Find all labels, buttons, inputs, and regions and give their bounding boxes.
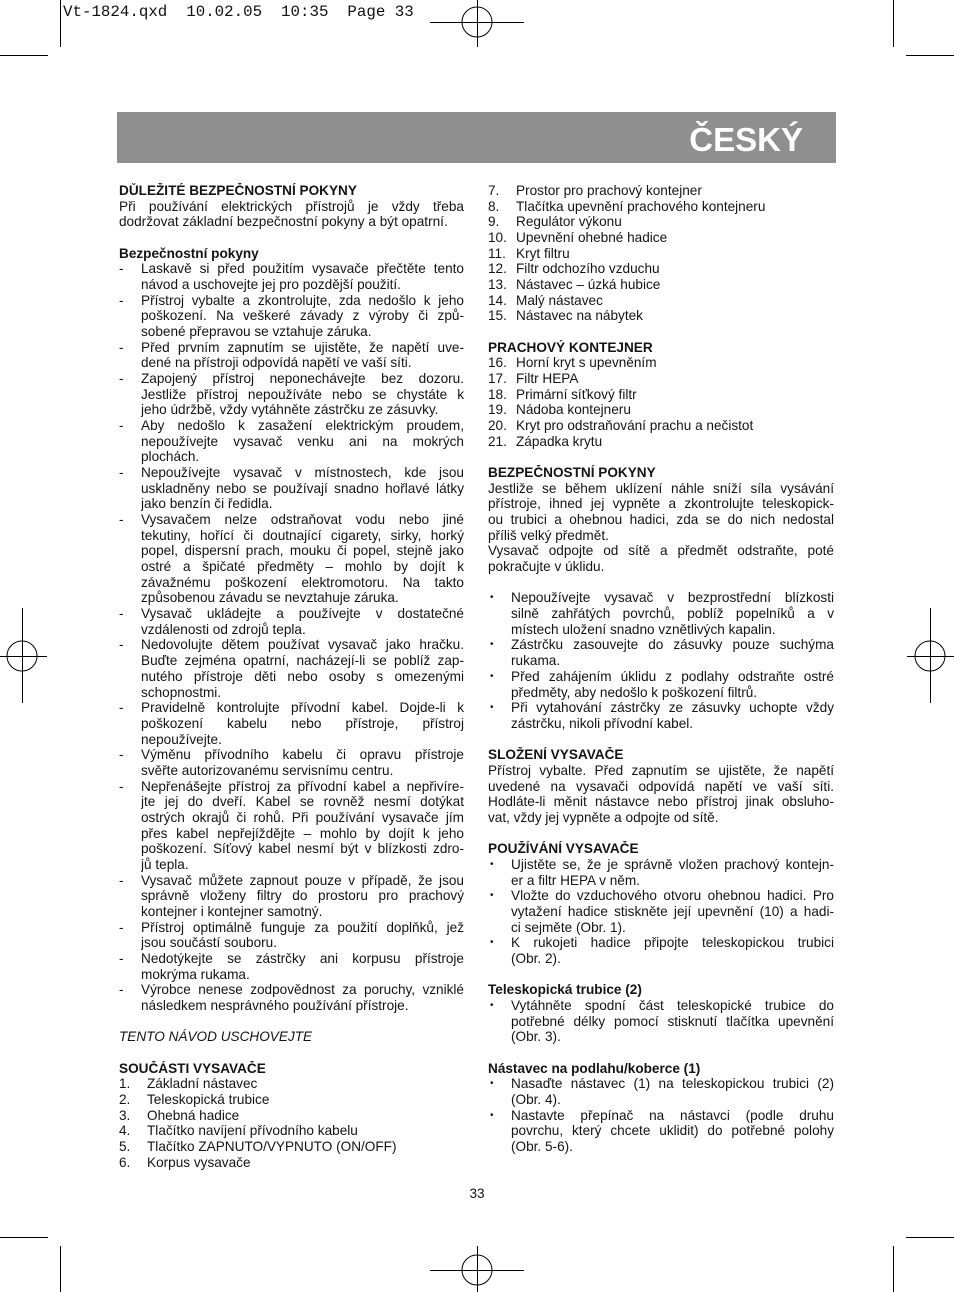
paragraph-line: Při používání elektrických přístrojů je vždy třeba <box>119 198 464 214</box>
list-item-line: Tlačítka upevnění prachového kontejneru <box>516 198 766 214</box>
list-item <box>488 935 834 966</box>
list-item-line: povrchu, který chcete uklidit) do potřebné polohy <box>511 1123 834 1139</box>
list-item-text <box>516 418 834 434</box>
list-item-line: Upevnění ohebné hadice <box>516 230 668 246</box>
list-item <box>119 920 464 951</box>
list-item-text <box>141 293 464 340</box>
list-item-text <box>141 418 464 465</box>
numbered-list <box>488 183 834 324</box>
list-item-text <box>511 1076 834 1107</box>
list-item-text <box>511 998 834 1045</box>
list-item <box>488 637 834 668</box>
list-item <box>119 418 464 465</box>
list-item-line: Korpus vysavače <box>147 1154 251 1170</box>
list-item <box>119 1092 464 1108</box>
list-item <box>119 261 464 292</box>
blank-line <box>488 732 834 748</box>
list-item <box>488 434 834 450</box>
list-number: 20. <box>488 418 507 434</box>
section-heading: BEZPEČNOSTNÍ POKYNY <box>488 465 656 481</box>
list-item <box>488 669 834 700</box>
left-text-column <box>119 183 464 1170</box>
list-item-line: Výrobce nenese zodpovědnost za poruchy, vzniklé <box>141 982 464 998</box>
list-item-line: Základní nástavec <box>147 1076 258 1092</box>
list-item-text <box>516 402 834 418</box>
section-heading: Bezpečnostní pokyny <box>119 245 259 261</box>
list-item <box>488 700 834 731</box>
list-item-line: Jestliže přístroj nepoužíváte nebo se chystáte k <box>141 386 464 402</box>
list-item-line: Při vytahování zástrčky ze zásuvky uchopte vždy <box>511 700 834 716</box>
section-heading: Teleskopická trubice (2) <box>488 982 642 998</box>
list-item <box>488 418 834 434</box>
bullet-marker: • <box>490 702 494 714</box>
list-item-line: Nedotýkejte se zástrčky ani korpusu přístroje <box>141 950 464 966</box>
list-item <box>119 340 464 371</box>
list-item-line: dené na přístroji odpovídá napětí ve vaší síti. <box>141 355 412 371</box>
list-item-line: (Obr. 5-6). <box>511 1138 573 1154</box>
list-number: 19. <box>488 402 507 418</box>
list-item <box>488 1076 834 1107</box>
list-item-line: plochách. <box>141 449 200 465</box>
list-item <box>488 261 834 277</box>
section-heading: SOUČÁSTI VYSAVAČE <box>119 1060 266 1076</box>
dash-marker: - <box>119 778 124 794</box>
list-item-text <box>141 261 464 292</box>
list-item-text <box>516 355 834 371</box>
list-item-line: Výměnu přívodního kabelu či opravu přístroje <box>141 747 464 763</box>
numbered-list <box>119 1076 464 1170</box>
list-item <box>488 402 834 418</box>
list-item-text <box>516 308 834 324</box>
dash-marker: - <box>119 700 124 716</box>
blank-line <box>119 1014 464 1030</box>
list-item-line: uskladněny nebo se používají snadno hořlavé látky <box>141 480 464 496</box>
list-item <box>119 873 464 920</box>
list-item <box>119 293 464 340</box>
list-item-text <box>141 700 464 747</box>
list-item-line: Nedovolujte dětem používat vysavač jako hračku. <box>141 637 464 653</box>
list-item-text <box>141 512 464 606</box>
list-item <box>488 371 834 387</box>
list-item <box>488 387 834 403</box>
list-item-line: Nepřenášejte přístroj za přívodní kabel a nepřivíre- <box>141 778 464 794</box>
list-item-line: Před zahájením úklidu z podlahy odstraňte ostré <box>511 668 834 684</box>
paragraph-line: Hodláte-li měnit nástavce nebo přístroj jinak obsluho- <box>488 794 834 810</box>
list-item-line: mokrýma rukama. <box>141 966 250 982</box>
list-item-text <box>516 199 834 215</box>
bullet-list <box>488 857 834 967</box>
bullet-marker: • <box>490 639 494 651</box>
paragraph-line: dodržovat základní bezpečnostní pokyny a být opatrní. <box>119 214 448 230</box>
list-item-line: kontejner i kontejner samotný. <box>141 903 323 919</box>
list-item-text <box>516 246 834 262</box>
bullet-marker: • <box>490 890 494 902</box>
list-item-line: ostré a špičaté předměty – mohlo by dojít k <box>141 559 464 575</box>
list-item-line: Vysavačem nelze odstraňovat vodu nebo jiné <box>141 512 464 528</box>
list-item-line: Primární síťkový filtr <box>516 386 637 402</box>
bullet-marker: • <box>490 670 494 682</box>
list-item-line: Nepoužívejte vysavač v bezprostřední blízkosti <box>511 590 834 606</box>
list-item-line: Kryt pro odstraňování prachu a nečistot <box>516 418 754 434</box>
dash-list <box>119 261 464 1013</box>
list-item-line: Tlačítko navíjení přívodního kabelu <box>147 1123 358 1139</box>
list-item <box>488 214 834 230</box>
numbered-list <box>488 355 834 449</box>
paragraph-line: uvedené na vysavači odpovídá napětí ve vaší síti. <box>488 778 834 794</box>
paragraph-line: vat, vždy jej vypněte a odpojte od sítě. <box>488 809 719 825</box>
list-item-line: poškození. Na veškeré závady z výroby či způ- <box>141 308 464 324</box>
dash-marker: - <box>119 465 124 481</box>
list-item <box>119 606 464 637</box>
list-number: 2. <box>119 1091 131 1107</box>
list-item-line: (Obr. 2). <box>511 950 561 966</box>
list-item-line: jsou součástí souboru. <box>141 935 278 951</box>
list-item <box>488 293 834 309</box>
blank-line <box>488 826 834 842</box>
list-item-line: následkem nesprávného používání přístroje. <box>141 997 409 1013</box>
list-item <box>119 1108 464 1124</box>
dash-marker: - <box>119 339 124 355</box>
paragraph-line: Jestliže se během uklízení náhle sníží síla vysávání <box>488 480 834 496</box>
list-item-line: poškození. Síťový kabel nesmí být v blízkosti zdro- <box>141 841 464 857</box>
list-item-line: jte jej do dveří. Kabel se rovněž nesmí dotýkat <box>141 794 464 810</box>
list-item <box>119 371 464 418</box>
registration-mark-top <box>430 0 524 47</box>
list-item-line: Zástrčku zasouvejte do zásuvky pouze suchýma <box>511 637 834 653</box>
list-number: 1. <box>119 1076 131 1092</box>
blank-line <box>119 1045 464 1061</box>
list-number: 14. <box>488 292 507 308</box>
list-number: 8. <box>488 198 500 214</box>
list-item <box>488 857 834 888</box>
list-item <box>119 1155 464 1171</box>
list-item-line: (Obr. 4). <box>511 1091 561 1107</box>
section-heading: Nástavec na podlahu/koberce (1) <box>488 1060 701 1076</box>
list-item-line: Kryt filtru <box>516 245 570 261</box>
crop-mark-top-left <box>0 0 61 56</box>
language-banner <box>117 112 836 163</box>
bullet-marker: • <box>490 999 494 1011</box>
list-number: 17. <box>488 371 507 387</box>
list-item-line: er a filtr HEPA v něm. <box>511 872 640 888</box>
list-item-line: místech uložení snadno vznětlivých kapalin. <box>511 621 776 637</box>
note-text: TENTO NÁVOD USCHOVEJTE <box>119 1029 313 1045</box>
list-item <box>488 998 834 1045</box>
dash-marker: - <box>119 950 124 966</box>
paragraph-line: ou trubici a ohebnou hadici, zda se do nich nedostal <box>488 512 834 528</box>
list-item-text <box>141 951 464 982</box>
list-item-line: Prostor pro prachový kontejner <box>516 183 702 198</box>
list-item-line: Nastavte přepínač na nástavci (podle druhu <box>511 1107 834 1123</box>
paragraph-line: přístroje, ihned jej vypněte a zkontrolujte teleskopick- <box>488 496 834 512</box>
paragraph <box>488 481 834 544</box>
list-number: 4. <box>119 1123 131 1139</box>
list-item-line: Nepoužívejte vysavač v místnostech, kde jsou <box>141 465 464 481</box>
list-item-text <box>516 183 834 199</box>
list-item <box>488 199 834 215</box>
section-heading: POUŽÍVÁNÍ VYSAVAČE <box>488 841 639 857</box>
list-item-line: Zapojený přístroj neponechávejte bez dozoru. <box>141 371 464 387</box>
list-item <box>119 747 464 778</box>
list-item-text <box>511 888 834 935</box>
dash-marker: - <box>119 512 124 528</box>
list-item-text <box>516 261 834 277</box>
list-item-line: Horní kryt s upevněním <box>516 355 657 371</box>
list-item-line: Přístroj optimálně funguje za použití doplňků, jež <box>141 919 464 935</box>
list-item-text <box>147 1108 464 1124</box>
paragraph-line: Přístroj vybalte. Před zapnutím se ujistěte, že napětí <box>488 762 834 778</box>
list-number: 9. <box>488 214 500 230</box>
list-item-text <box>511 669 834 700</box>
paragraph <box>488 543 834 574</box>
list-item-line: poškození kabelu nebo přístroje, přístroj <box>141 715 464 731</box>
list-number: 5. <box>119 1138 131 1154</box>
list-item-text <box>141 637 464 700</box>
list-item <box>119 512 464 606</box>
blank-line <box>488 967 834 983</box>
list-item-text <box>516 371 834 387</box>
dash-marker: - <box>119 872 124 888</box>
list-item-line: svěřte autorizovanému servisnímu centru. <box>141 762 394 778</box>
list-item-line: Vysavač ukládejte a používejte v dostatečné <box>141 606 464 622</box>
list-item <box>488 183 834 199</box>
list-number: 16. <box>488 355 507 371</box>
list-item <box>488 590 834 637</box>
section-heading: SLOŽENÍ VYSAVAČE <box>488 747 624 763</box>
list-item <box>488 1108 834 1155</box>
list-item-line: Nádoba kontejneru <box>516 402 631 418</box>
list-item-line: Pravidelně kontrolujte přívodní kabel. Dojde-li k <box>141 700 464 716</box>
list-item-text <box>141 982 464 1013</box>
bullet-marker: • <box>490 592 494 604</box>
list-item-line: Tlačítko ZAPNUTO/VYPNUTO (ON/OFF) <box>147 1138 397 1154</box>
page-number: 33 <box>469 1186 485 1201</box>
blank-line <box>488 575 834 591</box>
list-item-line: vzdálenosti od zdrojů tepla. <box>141 621 306 637</box>
list-item-line: Nástavec na nábytek <box>516 308 643 324</box>
list-item-line: Filtr odchozího vzduchu <box>516 261 660 277</box>
list-item-line: Laskavě si před použitím vysavače přečtěte tento <box>141 261 464 277</box>
list-item-line: Regulátor výkonu <box>516 214 622 230</box>
list-item <box>119 779 464 873</box>
bullet-marker: • <box>490 1078 494 1090</box>
dash-marker: - <box>119 261 124 277</box>
crop-mark-bottom-left <box>0 1238 61 1292</box>
list-item-text <box>516 214 834 230</box>
list-item <box>488 308 834 324</box>
list-item-text <box>141 371 464 418</box>
list-number: 7. <box>488 183 500 198</box>
paragraph <box>119 199 464 230</box>
list-item-line: jeho údržbě, vždy vytáhněte zástrčku ze zásuvky. <box>141 402 439 418</box>
list-number: 13. <box>488 277 507 293</box>
registration-mark-bottom <box>430 1246 524 1292</box>
list-item-text <box>516 387 834 403</box>
list-item-line: jů tepla. <box>141 856 189 872</box>
list-item-text <box>511 700 834 731</box>
blank-line <box>488 324 834 340</box>
crop-mark-bottom-right <box>894 1238 954 1292</box>
dash-marker: - <box>119 418 124 434</box>
list-item-line: Vložte do vzduchového otvoru ohebnou hadici. Pro <box>511 888 834 904</box>
list-item-line: Nasaďte nástavec (1) na teleskopickou trubici (2) <box>511 1076 834 1092</box>
list-item-text <box>147 1155 464 1171</box>
list-item-text <box>147 1092 464 1108</box>
language-title: ČESKÝ <box>689 121 803 158</box>
list-item-text <box>511 1108 834 1155</box>
list-item <box>119 951 464 982</box>
list-item-text <box>511 935 834 966</box>
list-number: 10. <box>488 230 507 246</box>
list-item-text <box>147 1123 464 1139</box>
list-number: 6. <box>119 1154 131 1170</box>
list-item-text <box>516 434 834 450</box>
dash-marker: - <box>119 606 124 622</box>
list-item-text <box>141 465 464 512</box>
blank-line <box>488 449 834 465</box>
right-text-column <box>488 183 834 1155</box>
bullet-marker: • <box>490 937 494 949</box>
bullet-marker: • <box>490 1109 494 1121</box>
list-item-text <box>516 230 834 246</box>
list-item <box>488 355 834 371</box>
dash-marker: - <box>119 292 124 308</box>
list-item-line: nutého přístroje děti nebo osoby s omezenými <box>141 668 464 684</box>
list-item-line: správně vloženy filtry do prostoru pro prachový <box>141 888 464 904</box>
list-item-line: Buďte zejména opatrní, nacházejí-li se poblíž zap- <box>141 653 464 669</box>
list-item-line: způsobenou závadu se nevztahuje záruka. <box>141 590 399 606</box>
list-item-line: předměty, aby nedošlo k poškození filtrů. <box>511 684 758 700</box>
paragraph-line: pokračujte v úklidu. <box>488 559 605 575</box>
list-number: 3. <box>119 1107 131 1123</box>
list-item-line: sobené přepravou se vztahuje záruka. <box>141 324 372 340</box>
list-item-line: vytažení hadice stiskněte její upevnění (10) a hadi- <box>511 903 834 919</box>
list-item-text <box>511 590 834 637</box>
list-item-line: nepoužívejte vysavač venku ani na mokrých <box>141 433 464 449</box>
list-item-line: Malý nástavec <box>516 292 603 308</box>
dash-marker: - <box>119 371 124 387</box>
list-item <box>119 1076 464 1092</box>
paragraph-line: Vysavač odpojte od sítě a předmět odstraňte, poté <box>488 543 834 559</box>
dash-marker: - <box>119 747 124 763</box>
list-item-line: silně zahřátých povrchů, poblíž popelníků a v <box>511 606 834 622</box>
dash-marker: - <box>119 637 124 653</box>
list-item-line: návod a uschovejte jej pro pozdější použití. <box>141 277 401 293</box>
registration-mark-left <box>0 608 47 703</box>
list-item-line: popel, dispersní prach, mouku či popel, stejně jako <box>141 543 464 559</box>
list-item-text <box>141 873 464 920</box>
dash-marker: - <box>119 919 124 935</box>
list-item-line: zástrčku, nikoli přívodní kabel. <box>511 715 694 731</box>
list-item-text <box>147 1139 464 1155</box>
crop-mark-top-right <box>894 0 954 56</box>
list-item-text <box>141 747 464 778</box>
list-item-line: Nástavec – úzká hubice <box>516 277 661 293</box>
list-item <box>488 277 834 293</box>
list-item-line: Západka krytu <box>516 433 603 449</box>
list-item-text <box>141 779 464 873</box>
paragraph-line: příliš velký předmět. <box>488 527 609 543</box>
list-item-line: Přístroj vybalte a zkontrolujte, zda nedošlo k jeho <box>141 292 464 308</box>
list-item <box>119 1139 464 1155</box>
list-number: 18. <box>488 386 507 402</box>
list-item-text <box>141 920 464 951</box>
bullet-list <box>488 998 834 1045</box>
list-item <box>119 700 464 747</box>
paragraph <box>488 763 834 826</box>
list-item <box>488 888 834 935</box>
list-item-line: tekutiny, hořící či doutnající cigarety, sirky, horký <box>141 527 464 543</box>
list-item-line: Aby nedošlo k zasažení elektrickým proudem, <box>141 418 464 434</box>
list-item-line: potřebné délky pomocí stisknutí tlačítka upevnění <box>511 1013 834 1029</box>
list-item-line: Ohebná hadice <box>147 1107 240 1123</box>
file-slug: Vt-1824.qxd 10.02.05 10:35 Page 33 <box>63 3 414 21</box>
list-item-text <box>147 1076 464 1092</box>
list-item-line: schopnostmi. <box>141 684 222 700</box>
list-item-line: ostrých okrajů či rohů. Při používání vysavače jím <box>141 809 464 825</box>
bullet-list <box>488 590 834 731</box>
list-item-text <box>141 340 464 371</box>
list-item <box>119 637 464 700</box>
list-item-text <box>511 637 834 668</box>
list-item-line: nepoužívejte. <box>141 731 222 747</box>
blank-line <box>488 1045 834 1061</box>
list-item-text <box>516 293 834 309</box>
list-item <box>119 1123 464 1139</box>
list-number: 15. <box>488 308 507 324</box>
list-item-text <box>141 606 464 637</box>
list-item-line: závažnému poškození elektromotoru. Na takto <box>141 574 464 590</box>
list-item-line: Vytáhněte spodní část teleskopické trubice do <box>511 997 834 1013</box>
dash-marker: - <box>119 982 124 998</box>
list-item-text <box>516 277 834 293</box>
blank-line <box>119 230 464 246</box>
list-item-line: jako benzín či ředidla. <box>141 496 273 512</box>
list-item <box>488 246 834 262</box>
list-number: 21. <box>488 433 507 449</box>
section-heading: PRACHOVÝ KONTEJNER <box>488 339 653 355</box>
list-item-line: ci sejměte (Obr. 1). <box>511 919 626 935</box>
list-item-line: rukama. <box>511 653 561 669</box>
list-item-line: Filtr HEPA <box>516 371 579 387</box>
bullet-list <box>488 1076 834 1154</box>
list-item-line: Ujistěte se, že je správně vložen prachový kontejn- <box>511 856 834 872</box>
list-item-text <box>511 857 834 888</box>
list-item-line: K rukojeti hadice připojte teleskopickou trubici <box>511 935 834 951</box>
list-item <box>119 982 464 1013</box>
list-item-line: Před prvním zapnutím se ujistěte, že napětí uve- <box>141 339 464 355</box>
section-heading: DŮLEŽITÉ BEZPEČNOSTNÍ POKYNY <box>119 183 357 198</box>
list-item <box>488 230 834 246</box>
bullet-marker: • <box>490 858 494 870</box>
list-item-line: Vysavač můžete zapnout pouze v případě, že jsou <box>141 872 464 888</box>
list-item <box>119 465 464 512</box>
registration-mark-right <box>907 608 954 703</box>
list-number: 12. <box>488 261 507 277</box>
list-item-line: přes kabel nepřejíždějte – mohlo by dojít k jeho <box>141 825 464 841</box>
list-item-line: (Obr. 3). <box>511 1029 561 1045</box>
list-number: 11. <box>488 245 506 261</box>
list-item-line: Teleskopická trubice <box>147 1091 270 1107</box>
